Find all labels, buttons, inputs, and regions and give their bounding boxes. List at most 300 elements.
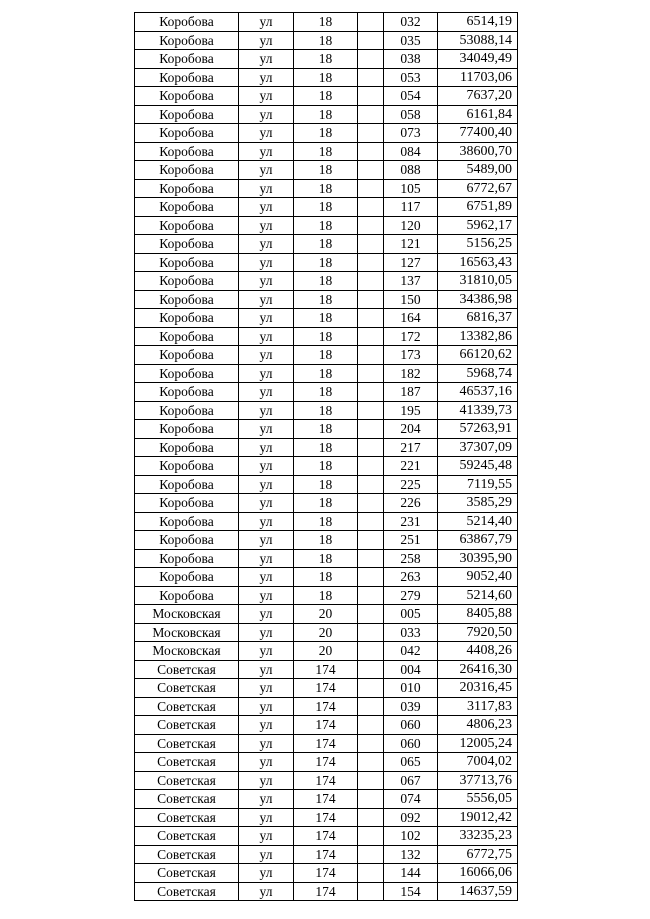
apartment-number-cell: 010 xyxy=(384,679,438,698)
blank-cell xyxy=(358,179,384,198)
street-type-cell: ул xyxy=(239,790,294,809)
apartment-number-cell: 035 xyxy=(384,31,438,50)
blank-cell xyxy=(358,13,384,32)
table-row xyxy=(135,808,518,827)
street-name-cell: Московская xyxy=(135,605,239,624)
street-type-cell: ул xyxy=(239,586,294,605)
apartment-number-cell: 279 xyxy=(384,586,438,605)
street-type-cell: ул xyxy=(239,420,294,439)
house-number-cell: 18 xyxy=(294,586,358,605)
house-number-cell: 18 xyxy=(294,105,358,124)
house-number-cell: 18 xyxy=(294,50,358,69)
house-number-cell: 174 xyxy=(294,734,358,753)
house-number-cell: 18 xyxy=(294,13,358,32)
table-row xyxy=(135,660,518,679)
apartment-number-cell: 092 xyxy=(384,808,438,827)
street-type-cell: ул xyxy=(239,494,294,513)
amount-cell: 8405,88 xyxy=(438,605,518,624)
blank-cell xyxy=(358,642,384,661)
street-type-cell: ул xyxy=(239,623,294,642)
street-name-cell: Советская xyxy=(135,679,239,698)
apartment-number-cell: 121 xyxy=(384,235,438,254)
street-type-cell: ул xyxy=(239,753,294,772)
amount-cell: 12005,24 xyxy=(438,734,518,753)
table-row xyxy=(135,142,518,161)
table-row xyxy=(135,568,518,587)
house-number-cell: 174 xyxy=(294,660,358,679)
amount-cell: 46537,16 xyxy=(438,383,518,402)
table-row xyxy=(135,864,518,883)
house-number-cell: 174 xyxy=(294,808,358,827)
amount-cell: 6816,37 xyxy=(438,309,518,328)
blank-cell xyxy=(358,790,384,809)
street-name-cell: Коробова xyxy=(135,253,239,272)
apartment-number-cell: 053 xyxy=(384,68,438,87)
blank-cell xyxy=(358,679,384,698)
amount-cell: 5489,00 xyxy=(438,161,518,180)
table-row xyxy=(135,586,518,605)
street-name-cell: Советская xyxy=(135,827,239,846)
table-row xyxy=(135,124,518,143)
street-name-cell: Коробова xyxy=(135,31,239,50)
street-name-cell: Коробова xyxy=(135,290,239,309)
house-number-cell: 18 xyxy=(294,253,358,272)
amount-cell: 3117,83 xyxy=(438,697,518,716)
street-name-cell: Коробова xyxy=(135,531,239,550)
house-number-cell: 18 xyxy=(294,346,358,365)
blank-cell xyxy=(358,512,384,531)
apartment-number-cell: 117 xyxy=(384,198,438,217)
amount-cell: 38600,70 xyxy=(438,142,518,161)
blank-cell xyxy=(358,549,384,568)
street-type-cell: ул xyxy=(239,771,294,790)
apartment-number-cell: 102 xyxy=(384,827,438,846)
blank-cell xyxy=(358,475,384,494)
blank-cell xyxy=(358,864,384,883)
apartment-number-cell: 164 xyxy=(384,309,438,328)
street-type-cell: ул xyxy=(239,512,294,531)
blank-cell xyxy=(358,87,384,106)
apartment-number-cell: 263 xyxy=(384,568,438,587)
amount-cell: 53088,14 xyxy=(438,31,518,50)
amount-cell: 33235,23 xyxy=(438,827,518,846)
street-type-cell: ул xyxy=(239,142,294,161)
blank-cell xyxy=(358,50,384,69)
house-number-cell: 20 xyxy=(294,642,358,661)
street-type-cell: ул xyxy=(239,716,294,735)
street-type-cell: ул xyxy=(239,568,294,587)
street-name-cell: Советская xyxy=(135,864,239,883)
amount-cell: 7637,20 xyxy=(438,87,518,106)
house-number-cell: 174 xyxy=(294,864,358,883)
blank-cell xyxy=(358,364,384,383)
house-number-cell: 18 xyxy=(294,457,358,476)
amount-cell: 5214,40 xyxy=(438,512,518,531)
blank-cell xyxy=(358,457,384,476)
house-number-cell: 20 xyxy=(294,623,358,642)
house-number-cell: 18 xyxy=(294,327,358,346)
table-row xyxy=(135,845,518,864)
house-number-cell: 18 xyxy=(294,179,358,198)
amount-cell: 13382,86 xyxy=(438,327,518,346)
street-name-cell: Коробова xyxy=(135,475,239,494)
street-name-cell: Коробова xyxy=(135,272,239,291)
blank-cell xyxy=(358,753,384,772)
street-type-cell: ул xyxy=(239,845,294,864)
amount-cell: 59245,48 xyxy=(438,457,518,476)
amount-cell: 11703,06 xyxy=(438,68,518,87)
apartment-number-cell: 058 xyxy=(384,105,438,124)
table-row xyxy=(135,679,518,698)
blank-cell xyxy=(358,623,384,642)
table-row xyxy=(135,198,518,217)
amount-cell: 5968,74 xyxy=(438,364,518,383)
apartment-number-cell: 073 xyxy=(384,124,438,143)
house-number-cell: 18 xyxy=(294,531,358,550)
table-row xyxy=(135,697,518,716)
table-row xyxy=(135,253,518,272)
street-name-cell: Коробова xyxy=(135,216,239,235)
house-number-cell: 18 xyxy=(294,198,358,217)
apartment-number-cell: 067 xyxy=(384,771,438,790)
amount-cell: 5214,60 xyxy=(438,586,518,605)
apartment-number-cell: 150 xyxy=(384,290,438,309)
table-row xyxy=(135,531,518,550)
amount-cell: 31810,05 xyxy=(438,272,518,291)
house-number-cell: 174 xyxy=(294,882,358,901)
apartment-number-cell: 182 xyxy=(384,364,438,383)
street-name-cell: Советская xyxy=(135,697,239,716)
street-type-cell: ул xyxy=(239,438,294,457)
street-type-cell: ул xyxy=(239,309,294,328)
street-type-cell: ул xyxy=(239,827,294,846)
house-number-cell: 18 xyxy=(294,290,358,309)
blank-cell xyxy=(358,309,384,328)
house-number-cell: 174 xyxy=(294,845,358,864)
table-row xyxy=(135,216,518,235)
street-type-cell: ул xyxy=(239,364,294,383)
house-number-cell: 18 xyxy=(294,309,358,328)
table-row xyxy=(135,605,518,624)
amount-cell: 37307,09 xyxy=(438,438,518,457)
blank-cell xyxy=(358,420,384,439)
table-row xyxy=(135,753,518,772)
house-number-cell: 174 xyxy=(294,753,358,772)
table-row xyxy=(135,31,518,50)
street-name-cell: Коробова xyxy=(135,512,239,531)
apartment-number-cell: 038 xyxy=(384,50,438,69)
amount-cell: 7920,50 xyxy=(438,623,518,642)
house-number-cell: 18 xyxy=(294,161,358,180)
apartment-number-cell: 120 xyxy=(384,216,438,235)
apartment-number-cell: 042 xyxy=(384,642,438,661)
street-name-cell: Коробова xyxy=(135,420,239,439)
street-type-cell: ул xyxy=(239,642,294,661)
blank-cell xyxy=(358,808,384,827)
apartment-number-cell: 060 xyxy=(384,716,438,735)
apartment-number-cell: 251 xyxy=(384,531,438,550)
amount-cell: 4408,26 xyxy=(438,642,518,661)
house-number-cell: 18 xyxy=(294,438,358,457)
house-number-cell: 18 xyxy=(294,216,358,235)
apartment-number-cell: 033 xyxy=(384,623,438,642)
street-name-cell: Коробова xyxy=(135,401,239,420)
street-type-cell: ул xyxy=(239,290,294,309)
street-name-cell: Московская xyxy=(135,642,239,661)
apartment-number-cell: 172 xyxy=(384,327,438,346)
table-row xyxy=(135,475,518,494)
apartment-number-cell: 127 xyxy=(384,253,438,272)
house-number-cell: 18 xyxy=(294,401,358,420)
blank-cell xyxy=(358,586,384,605)
house-number-cell: 18 xyxy=(294,68,358,87)
table-row xyxy=(135,457,518,476)
street-type-cell: ул xyxy=(239,383,294,402)
blank-cell xyxy=(358,771,384,790)
apartment-number-cell: 217 xyxy=(384,438,438,457)
street-name-cell: Коробова xyxy=(135,124,239,143)
blank-cell xyxy=(358,327,384,346)
blank-cell xyxy=(358,734,384,753)
amount-cell: 6772,67 xyxy=(438,179,518,198)
table-row xyxy=(135,827,518,846)
blank-cell xyxy=(358,383,384,402)
house-number-cell: 174 xyxy=(294,697,358,716)
amount-cell: 5156,25 xyxy=(438,235,518,254)
street-name-cell: Коробова xyxy=(135,494,239,513)
amount-cell: 19012,42 xyxy=(438,808,518,827)
street-type-cell: ул xyxy=(239,179,294,198)
amount-cell: 77400,40 xyxy=(438,124,518,143)
house-number-cell: 18 xyxy=(294,383,358,402)
apartment-number-cell: 084 xyxy=(384,142,438,161)
street-name-cell: Коробова xyxy=(135,457,239,476)
amount-cell: 20316,45 xyxy=(438,679,518,698)
street-type-cell: ул xyxy=(239,882,294,901)
table-row xyxy=(135,13,518,32)
table-row xyxy=(135,272,518,291)
table-row xyxy=(135,512,518,531)
table-row xyxy=(135,50,518,69)
table-row xyxy=(135,623,518,642)
house-number-cell: 18 xyxy=(294,142,358,161)
street-type-cell: ул xyxy=(239,531,294,550)
street-name-cell: Коробова xyxy=(135,161,239,180)
street-name-cell: Коробова xyxy=(135,105,239,124)
apartment-number-cell: 105 xyxy=(384,179,438,198)
amount-cell: 3585,29 xyxy=(438,494,518,513)
street-type-cell: ул xyxy=(239,864,294,883)
house-number-cell: 18 xyxy=(294,87,358,106)
table-row xyxy=(135,734,518,753)
table-row xyxy=(135,494,518,513)
blank-cell xyxy=(358,827,384,846)
blank-cell xyxy=(358,438,384,457)
table-row xyxy=(135,161,518,180)
blank-cell xyxy=(358,68,384,87)
table-row xyxy=(135,309,518,328)
street-name-cell: Советская xyxy=(135,790,239,809)
amount-cell: 14637,59 xyxy=(438,882,518,901)
street-type-cell: ул xyxy=(239,327,294,346)
street-type-cell: ул xyxy=(239,660,294,679)
street-type-cell: ул xyxy=(239,216,294,235)
amount-cell: 9052,40 xyxy=(438,568,518,587)
house-number-cell: 18 xyxy=(294,475,358,494)
street-type-cell: ул xyxy=(239,697,294,716)
amount-cell: 57263,91 xyxy=(438,420,518,439)
amount-cell: 6161,84 xyxy=(438,105,518,124)
blank-cell xyxy=(358,660,384,679)
street-name-cell: Московская xyxy=(135,623,239,642)
apartment-number-cell: 221 xyxy=(384,457,438,476)
amount-cell: 66120,62 xyxy=(438,346,518,365)
street-type-cell: ул xyxy=(239,346,294,365)
blank-cell xyxy=(358,401,384,420)
blank-cell xyxy=(358,105,384,124)
street-name-cell: Коробова xyxy=(135,87,239,106)
street-name-cell: Советская xyxy=(135,660,239,679)
house-number-cell: 18 xyxy=(294,272,358,291)
street-name-cell: Коробова xyxy=(135,235,239,254)
house-number-cell: 174 xyxy=(294,827,358,846)
amount-cell: 34386,98 xyxy=(438,290,518,309)
amount-cell: 63867,79 xyxy=(438,531,518,550)
street-name-cell: Советская xyxy=(135,753,239,772)
street-name-cell: Коробова xyxy=(135,13,239,32)
apartment-number-cell: 132 xyxy=(384,845,438,864)
table-row xyxy=(135,383,518,402)
amount-cell: 6514,19 xyxy=(438,13,518,32)
apartment-number-cell: 065 xyxy=(384,753,438,772)
blank-cell xyxy=(358,531,384,550)
house-number-cell: 18 xyxy=(294,568,358,587)
apartment-number-cell: 195 xyxy=(384,401,438,420)
apartment-number-cell: 088 xyxy=(384,161,438,180)
table-row xyxy=(135,364,518,383)
street-type-cell: ул xyxy=(239,808,294,827)
blank-cell xyxy=(358,216,384,235)
house-number-cell: 18 xyxy=(294,512,358,531)
street-name-cell: Советская xyxy=(135,771,239,790)
table-row xyxy=(135,87,518,106)
street-name-cell: Коробова xyxy=(135,346,239,365)
apartment-number-cell: 039 xyxy=(384,697,438,716)
table-row xyxy=(135,105,518,124)
house-number-cell: 174 xyxy=(294,790,358,809)
street-name-cell: Коробова xyxy=(135,438,239,457)
amount-cell: 6751,89 xyxy=(438,198,518,217)
blank-cell xyxy=(358,253,384,272)
street-name-cell: Советская xyxy=(135,716,239,735)
blank-cell xyxy=(358,568,384,587)
table-row xyxy=(135,716,518,735)
blank-cell xyxy=(358,716,384,735)
amount-cell: 26416,30 xyxy=(438,660,518,679)
amount-cell: 6772,75 xyxy=(438,845,518,864)
apartment-number-cell: 204 xyxy=(384,420,438,439)
street-type-cell: ул xyxy=(239,235,294,254)
apartment-number-cell: 144 xyxy=(384,864,438,883)
blank-cell xyxy=(358,142,384,161)
amount-cell: 37713,76 xyxy=(438,771,518,790)
table-row xyxy=(135,327,518,346)
apartment-number-cell: 054 xyxy=(384,87,438,106)
street-type-cell: ул xyxy=(239,253,294,272)
house-number-cell: 18 xyxy=(294,124,358,143)
street-name-cell: Советская xyxy=(135,808,239,827)
blank-cell xyxy=(358,161,384,180)
street-type-cell: ул xyxy=(239,13,294,32)
amount-cell: 7004,02 xyxy=(438,753,518,772)
table-row xyxy=(135,882,518,901)
apartment-number-cell: 154 xyxy=(384,882,438,901)
street-name-cell: Коробова xyxy=(135,327,239,346)
blank-cell xyxy=(358,605,384,624)
house-number-cell: 18 xyxy=(294,420,358,439)
blank-cell xyxy=(358,235,384,254)
amount-cell: 4806,23 xyxy=(438,716,518,735)
street-type-cell: ул xyxy=(239,31,294,50)
street-name-cell: Коробова xyxy=(135,549,239,568)
table-row xyxy=(135,438,518,457)
street-type-cell: ул xyxy=(239,198,294,217)
street-type-cell: ул xyxy=(239,105,294,124)
street-type-cell: ул xyxy=(239,68,294,87)
amount-cell: 5556,05 xyxy=(438,790,518,809)
table-row xyxy=(135,346,518,365)
table-row xyxy=(135,790,518,809)
house-number-cell: 20 xyxy=(294,605,358,624)
street-name-cell: Коробова xyxy=(135,198,239,217)
house-number-cell: 18 xyxy=(294,549,358,568)
blank-cell xyxy=(358,697,384,716)
apartment-number-cell: 258 xyxy=(384,549,438,568)
street-type-cell: ул xyxy=(239,549,294,568)
street-type-cell: ул xyxy=(239,605,294,624)
street-name-cell: Коробова xyxy=(135,364,239,383)
street-name-cell: Коробова xyxy=(135,179,239,198)
table-row xyxy=(135,179,518,198)
table-row xyxy=(135,549,518,568)
street-type-cell: ул xyxy=(239,401,294,420)
table-row xyxy=(135,68,518,87)
blank-cell xyxy=(358,845,384,864)
apartment-number-cell: 060 xyxy=(384,734,438,753)
street-name-cell: Советская xyxy=(135,845,239,864)
blank-cell xyxy=(358,31,384,50)
street-type-cell: ул xyxy=(239,124,294,143)
house-number-cell: 174 xyxy=(294,771,358,790)
table-body xyxy=(135,13,518,901)
house-number-cell: 174 xyxy=(294,716,358,735)
house-number-cell: 18 xyxy=(294,235,358,254)
street-type-cell: ул xyxy=(239,50,294,69)
street-name-cell: Коробова xyxy=(135,309,239,328)
table-row xyxy=(135,401,518,420)
apartment-number-cell: 074 xyxy=(384,790,438,809)
street-name-cell: Коробова xyxy=(135,383,239,402)
house-number-cell: 174 xyxy=(294,679,358,698)
apartment-number-cell: 231 xyxy=(384,512,438,531)
street-name-cell: Советская xyxy=(135,734,239,753)
apartment-number-cell: 187 xyxy=(384,383,438,402)
street-name-cell: Коробова xyxy=(135,50,239,69)
apartment-number-cell: 137 xyxy=(384,272,438,291)
amount-cell: 34049,49 xyxy=(438,50,518,69)
apartment-number-cell: 032 xyxy=(384,13,438,32)
amount-cell: 5962,17 xyxy=(438,216,518,235)
